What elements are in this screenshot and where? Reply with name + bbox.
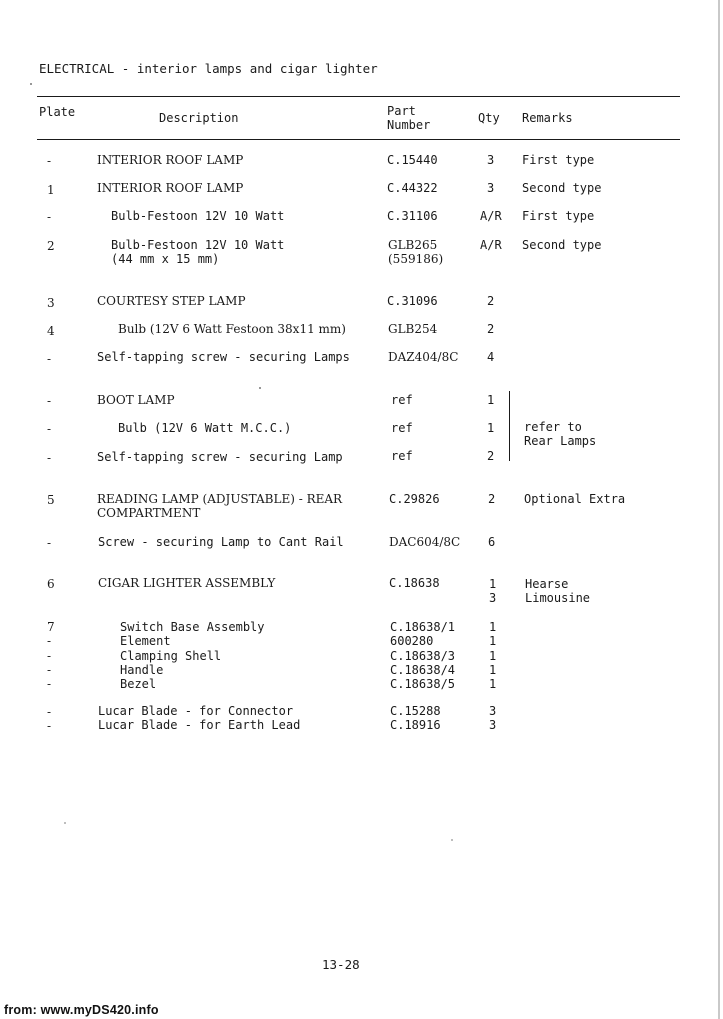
page-number: 13-28 xyxy=(322,957,360,972)
column-header-qty: Qty xyxy=(478,111,500,125)
plate-cell: - xyxy=(47,352,52,366)
description-cell: Bulb-Festoon 12V 10 Watt xyxy=(111,209,285,223)
scan-page-edge xyxy=(718,0,720,1019)
remarks-cell: Second type xyxy=(522,181,602,195)
plate-cell: - xyxy=(47,422,52,436)
scan-speck xyxy=(259,387,261,389)
description-cell: BOOT LAMP xyxy=(97,393,175,407)
description-cell: CIGAR LIGHTER ASSEMBLY xyxy=(98,576,276,590)
part-number-cell: DAZ404/8C xyxy=(388,350,459,364)
scan-speck xyxy=(451,839,453,841)
plate-cell: 2 xyxy=(47,239,55,253)
plate-cell: - xyxy=(47,536,52,550)
part-number-cell: C.18638 xyxy=(389,576,440,590)
source-footer: from: www.myDS420.info xyxy=(4,1003,159,1017)
qty-cell: 6 xyxy=(488,535,496,549)
description-cell: Bulb (12V 6 Watt Festoon 38x11 mm) xyxy=(118,322,346,336)
description-cell: Bulb-Festoon 12V 10 Watt (44 mm x 15 mm) xyxy=(111,238,285,267)
column-header-plate: Plate xyxy=(39,105,76,119)
plate-cell: - - xyxy=(47,705,52,734)
scan-speck xyxy=(64,822,66,824)
qty-cell: 1 xyxy=(487,421,495,435)
remarks-cell: Second type xyxy=(522,238,602,252)
qty-cell: 2 xyxy=(487,322,495,336)
part-number-cell: ref xyxy=(391,449,413,463)
remarks-cell: First type xyxy=(522,153,595,167)
remarks-cell: refer to Rear Lamps xyxy=(524,420,597,449)
qty-cell: 2 xyxy=(488,492,496,506)
part-number-cell: C.31096 xyxy=(387,294,438,308)
column-header-remarks: Remarks xyxy=(522,111,573,125)
header-bottom-rule xyxy=(37,139,680,140)
part-number-cell: ref xyxy=(391,421,413,435)
plate-cell: - xyxy=(47,394,52,408)
header-top-rule xyxy=(37,96,680,97)
description-cell: Bulb (12V 6 Watt M.C.C.) xyxy=(118,421,292,435)
qty-cell: 2 xyxy=(487,449,495,463)
description-cell: Self-tapping screw - securing Lamp xyxy=(97,450,343,464)
remarks-cell: First type xyxy=(522,209,595,223)
part-number-cell: C.15288 C.18916 xyxy=(390,704,441,733)
part-number-cell: ref xyxy=(391,393,413,407)
description-cell: READING LAMP (ADJUSTABLE) - REAR COMPARTMENT xyxy=(97,492,343,521)
description-cell: Screw - securing Lamp to Cant Rail xyxy=(98,535,344,549)
plate-cell: - xyxy=(47,451,52,465)
plate-cell: 1 xyxy=(47,183,55,197)
plate-cell: 5 xyxy=(47,493,55,507)
part-number-cell: C.15440 xyxy=(387,153,438,167)
part-number-cell: GLB254 xyxy=(388,322,438,336)
plate-cell: 4 xyxy=(47,324,55,338)
qty-cell: 1 xyxy=(487,393,495,407)
part-number-cell: GLB265 (559186) xyxy=(388,238,444,267)
part-number-cell: C.31106 xyxy=(387,209,438,223)
part-number-cell: C.29826 xyxy=(389,492,440,506)
section-heading: ELECTRICAL - interior lamps and cigar lighter xyxy=(39,61,378,76)
column-header-part-number: Part Number xyxy=(387,104,431,132)
qty-cell: 4 xyxy=(487,350,495,364)
qty-cell: 1 3 xyxy=(489,577,497,606)
qty-cell: A/R xyxy=(480,209,502,223)
plate-cell: - xyxy=(47,210,52,224)
plate-cell: 6 xyxy=(47,577,55,591)
qty-cell: A/R xyxy=(480,238,502,252)
qty-cell: 1 1 1 1 1 xyxy=(489,620,497,692)
qty-cell: 3 3 xyxy=(489,704,497,733)
description-cell: INTERIOR ROOF LAMP xyxy=(97,181,244,195)
qty-cell: 2 xyxy=(487,294,495,308)
scan-speck xyxy=(30,83,32,85)
description-cell: INTERIOR ROOF LAMP xyxy=(97,153,244,167)
description-cell: Switch Base Assembly Element Clamping Shell Handle Bezel xyxy=(120,620,265,692)
plate-cell: - xyxy=(47,154,52,168)
part-number-cell: C.44322 xyxy=(387,181,438,195)
remarks-cell: Hearse Limousine xyxy=(525,577,591,606)
plate-cell: 3 xyxy=(47,296,55,310)
qty-cell: 3 xyxy=(487,181,495,195)
description-cell: Self-tapping screw - securing Lamps xyxy=(97,350,350,364)
description-cell: Lucar Blade - for Connector Lucar Blade - for Earth Lead xyxy=(98,704,301,733)
remarks-cell: Optional Extra xyxy=(524,492,626,506)
plate-cell: 7 - - - - xyxy=(47,620,55,692)
column-header-description: Description xyxy=(159,111,239,125)
qty-cell: 3 xyxy=(487,153,495,167)
group-bracket xyxy=(509,391,510,461)
part-number-cell: C.18638/1 600280 C.18638/3 C.18638/4 C.18638/5 xyxy=(390,620,456,692)
part-number-cell: DAC604/8C xyxy=(389,535,461,549)
description-cell: COURTESY STEP LAMP xyxy=(97,294,246,308)
